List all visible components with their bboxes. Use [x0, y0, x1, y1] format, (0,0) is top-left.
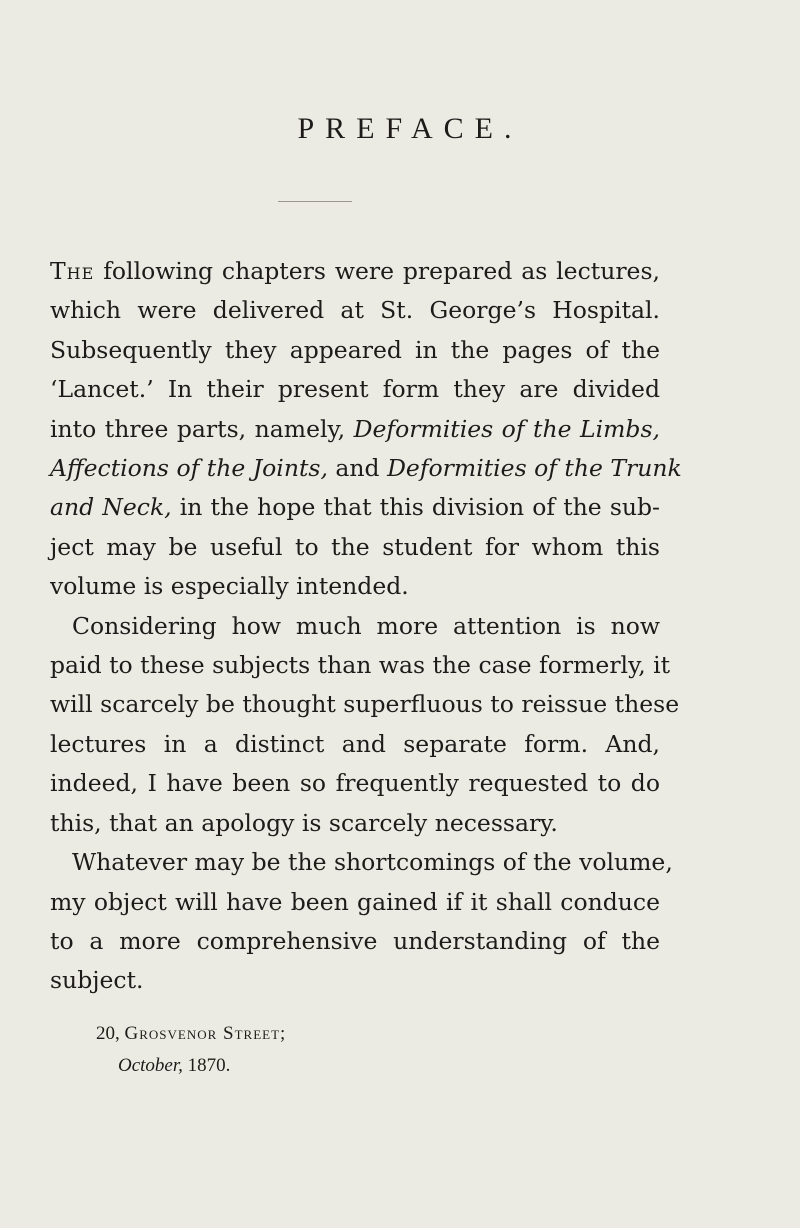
address-line: 20, Grosvenor Street; [96, 1023, 287, 1044]
text-line: will scarcely be thought superfluous to reissue these [50, 690, 680, 719]
preface-heading: PREFACE. [297, 112, 523, 145]
paragraph-3 [50, 843, 673, 1001]
text-line: Whatever may be the shortcomings of the volume, [72, 848, 673, 877]
text-line: my object will have been gained if it shall conduce [50, 887, 660, 916]
text-line: into three parts, namely, Deformities of the Limbs, [50, 414, 660, 443]
heading-rule [278, 201, 352, 202]
text-line: and Neck, in the hope that this division of the sub- [50, 493, 660, 522]
text-line: The following chapters were prepared as lectures, [50, 257, 660, 285]
text-line: Affections of the Joints, and Deformities of the Trunk [50, 454, 682, 483]
text-line: this, that an apology is scarcely necessary. [50, 808, 558, 837]
paragraph-1 [50, 252, 682, 607]
text-line: ‘Lancet.’ In their present form they are divided [50, 375, 660, 404]
text-line: ject may be useful to the student for whom this [50, 532, 660, 561]
text-line: Considering how much more attention is now [72, 611, 660, 640]
text-line: indeed, I have been so frequently requested to do [50, 769, 660, 798]
text-line: paid to these subjects than was the case formerly, it [50, 651, 671, 680]
text-line: subject. [50, 966, 144, 995]
text-line: Subsequently they appeared in the pages of the [50, 335, 660, 364]
author-address [96, 1018, 286, 1082]
date-line: October, 1870. [118, 1055, 231, 1076]
paragraph-2 [50, 607, 680, 843]
preface-body [50, 252, 682, 1001]
text-line: to a more comprehensive understanding of the [50, 926, 660, 955]
text-line: volume is especially intended. [50, 572, 409, 601]
text-line: which were delivered at St. George’s Hospital. [50, 296, 660, 325]
text-line: lectures in a distinct and separate form. And, [50, 729, 660, 758]
